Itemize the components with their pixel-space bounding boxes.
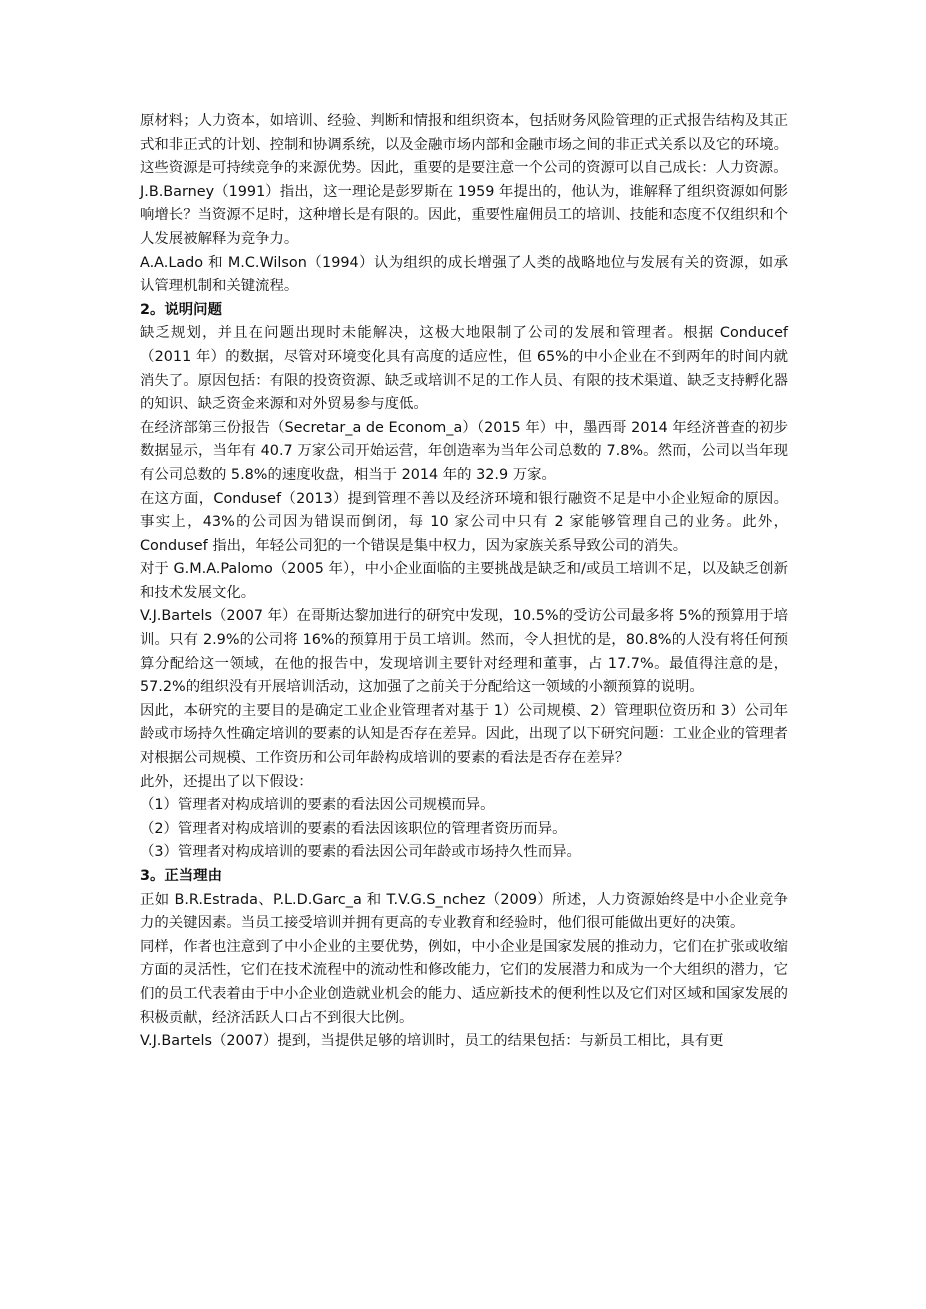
hypothesis-item: （1）管理者对构成培训的要素的看法因公司规模而异。 [140,797,495,814]
paragraph: 在这方面，Condusef（2013）提到管理不善以及经济环境和银行融资不足是中小企业短命的原因。事实上，43%的公司因为错误而倒闭，每 10 家公司中只有 2 家能够管理自己的业务。此外，Condusef 指出，年轻公司犯的一个错误是集中权力，因为家族关系导致公司的消失。 [140,490,788,554]
paragraph: 原材料；人力资本，如培训、经验、判断和情报和组织资本，包括财务风险管理的正式报告结构及其正式和非正式的计划、控制和协调系统，以及金融市场内部和金融市场之间的非正式关系以及它的环境。这些资源是可持续竞争的来源优势。因此，重要的是要注意一个公司的资源可以自己成长：人力资源。 [140,113,788,177]
paragraph: J.B.Barney（1991）指出，这一理论是彭罗斯在 1959 年提出的，他认为，谁解释了组织资源如何影响增长？当资源不足时，这种增长是有限的。因此，重要性雇佣员工的培训、技能和态度不仅组织和个人发展被解释为竞争力。 [140,183,788,247]
hypothesis-item: （3）管理者对构成培训的要素的看法因公司年龄或市场持久性而异。 [140,844,581,861]
document-page [140,110,788,1054]
paragraph: 缺乏规划，并且在问题出现时未能解决，这极大地限制了公司的发展和管理者。根据 Conducef（2011 年）的数据，尽管对环境变化具有高度的适应性，但 65%的中小企业在不到两年的时间内就消失了。原因包括：有限的投资资源、缺乏或培训不足的工作人员、有限的技术渠道、缺乏支持孵化器的知识、缺乏资金来源和对外贸易参与度低。 [140,325,788,413]
paragraph: V.J.Bartels（2007 年）在哥斯达黎加进行的研究中发现，10.5%的受访公司最多将 5%的预算用于培训。只有 2.9%的公司将 16%的预算用于员工培训。然而，令人担忧的是，80.8%的人没有将任何预算分配给这一领域，在他的报告中，发现培训主要针对经理和董事，占 17.7%。最值得注意的是，57.2%的组织没有开展培训活动，这加强了之前关于分配给这一领域的小额预算的说明。 [140,608,788,696]
paragraph: 因此，本研究的主要目的是确定工业企业管理者对基于 1）公司规模、2）管理职位资历和 3）公司年龄或市场持久性确定培训的要素的认知是否存在差异。因此，出现了以下研究问题：工业企业的管理者对根据公司规模、工作资历和公司年龄构成培训的要素的看法是否存在差异？ [140,702,788,767]
paragraph: 在经济部第三份报告（Secretar_a de Econom_a）（2015 年）中，墨西哥 2014 年经济普查的初步数据显示，当年有 40.7 万家公司开始运营，年创造率为当年公司总数的 7.8%。然而，公司以当年现有公司总数的 5.8%的速度收盘，相当于 2014 年的 32.9 万家。 [140,419,788,483]
paragraph: A.A.Lado 和 M.C.Wilson（1994）认为组织的成长增强了人类的战略地位与发展有关的资源，如承认管理机制和关键流程。 [140,254,788,295]
paragraph: 此外，还提出了以下假设： [140,773,313,790]
section-heading: 3。正当理由 [140,868,222,884]
section-heading: 2。说明问题 [140,301,222,318]
hypothesis-item: （2）管理者对构成培训的要素的看法因该职位的管理者资历而异。 [140,820,567,837]
paragraph: 对于 G.M.A.Palomo（2005 年），中小企业面临的主要挑战是缺乏和/或员工培训不足，以及缺乏创新和技术发展文化。 [140,561,788,601]
paragraph: 同样，作者也注意到了中小企业的主要优势，例如，中小企业是国家发展的推动力，它们在扩张或收缩方面的灵活性，它们在技术流程中的流动性和修改能力，它们的发展潜力和成为一个大组织的潜力，它们的员工代表着由于中小企业创造就业机会的能力、适应新技术的便利性以及它们对区域和国家发展的积极贡献，经济活跃人口占不到很大比例。 [140,938,788,1026]
paragraph: V.J.Bartels（2007）提到，当提供足够的培训时，员工的结果包括：与新员工相比，具有更 [140,1033,724,1050]
paragraph: 正如 B.R.Estrada、P.L.D.Garc_a 和 T.V.G.S_nchez（2009）所述，人力资源始终是中小企业竞争力的关键因素。当员工接受培训并拥有更高的专业教育和经验时，他们很可能做出更好的决策。 [140,891,788,932]
